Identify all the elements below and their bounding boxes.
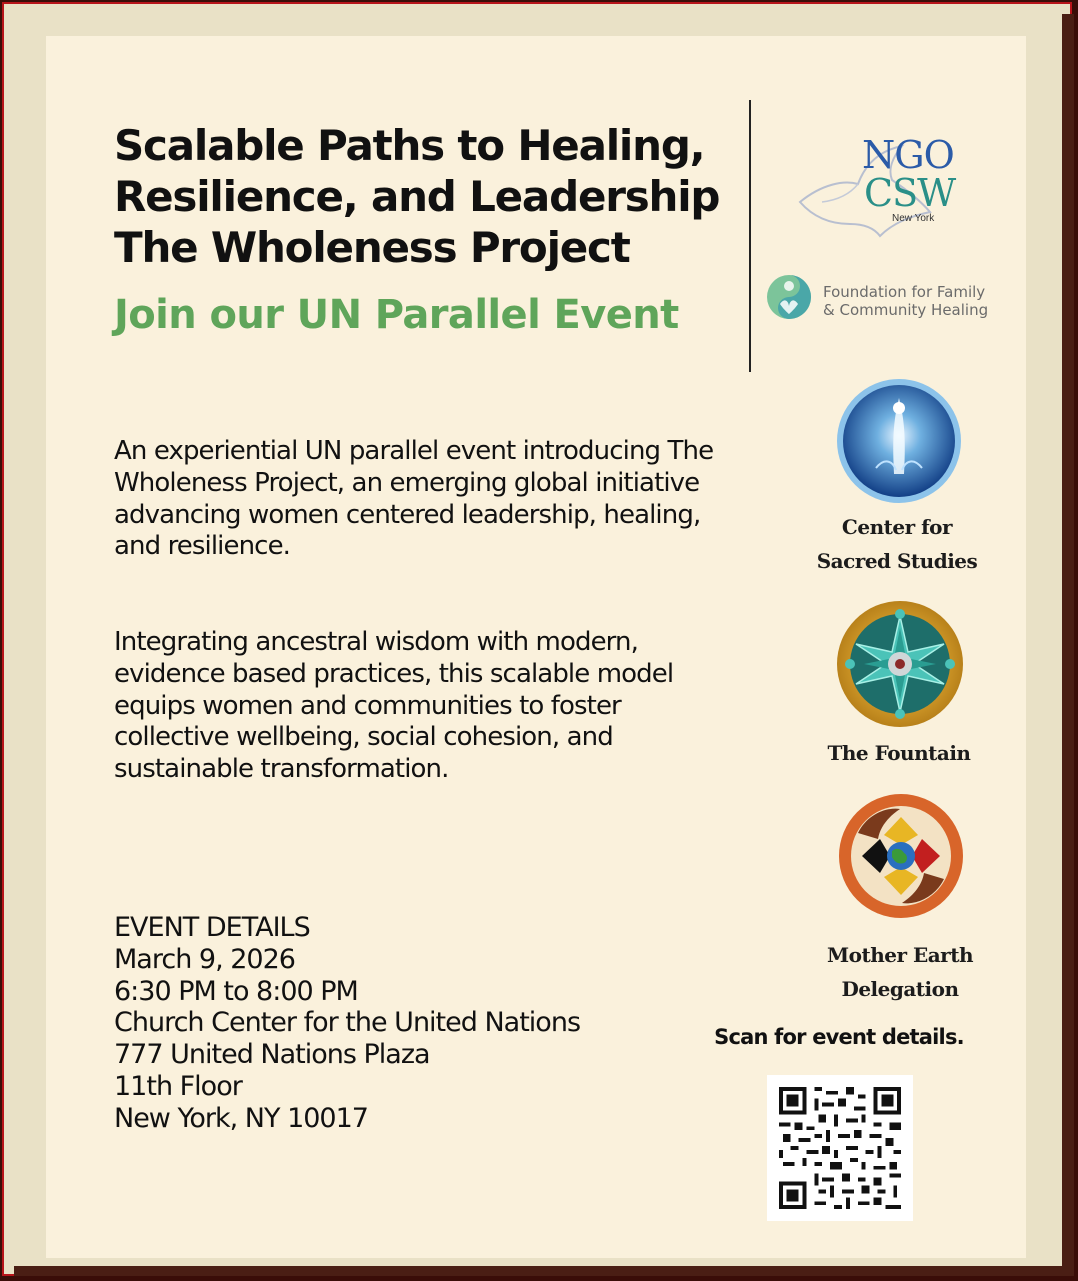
vertical-divider (749, 100, 751, 372)
earth-hands-icon (838, 793, 964, 919)
event-subtitle: Join our UN Parallel Event (114, 292, 679, 338)
event-venue: Church Center for the United Nations (114, 1007, 581, 1039)
csw-wordmark: CSW (864, 171, 956, 215)
title-line-2: Resilience, and Leadership (114, 172, 720, 221)
event-details (114, 912, 580, 1135)
event-time: 6:30 PM to 8:00 PM (114, 975, 358, 1007)
title-line-3: The Wholeness Project (114, 223, 630, 272)
partner-2-line-1: The Fountain (827, 741, 971, 765)
description-paragraph: Integrating ancestral wisdom with modern, evidence based practices, this scalable model equips women and communities to foster collective wellbeing, social cohesion, and sustainable transformation. (114, 627, 674, 785)
partner-mother-earth (800, 938, 1000, 1006)
sacred-figure-icon (836, 378, 962, 504)
qr-code[interactable] (767, 1075, 913, 1221)
event-title (114, 120, 719, 273)
partner-1-line-1: Center for (841, 515, 953, 539)
family-healing-name (823, 283, 988, 319)
star-mandala-icon (836, 600, 964, 728)
partner-the-fountain (799, 736, 999, 770)
partner-3-line-1: Mother Earth (826, 943, 973, 967)
title-line-1: Scalable Paths to Healing, (114, 121, 705, 170)
frame-shadow-right (1062, 14, 1074, 1276)
event-city: New York, NY 10017 (114, 1102, 368, 1134)
event-address: 777 United Nations Plaza (114, 1039, 430, 1071)
ngo-location: New York (892, 213, 935, 224)
details-heading: EVENT DETAILS (114, 912, 310, 943)
partner-sacred-studies (797, 510, 997, 578)
event-date: March 9, 2026 (114, 943, 295, 975)
family-healing-line-1: Foundation for Family (823, 283, 986, 301)
partner-3-line-2: Delegation (841, 977, 959, 1001)
frame-shadow-bottom (14, 1266, 1074, 1276)
family-healing-icon (766, 274, 812, 320)
family-healing-line-2: & Community Healing (823, 301, 989, 319)
intro-paragraph: An experiential UN parallel event introducing The Wholeness Project, an emerging global initiative advancing women centered leadership, healing, and resilience. (114, 436, 714, 562)
partner-1-line-2: Sacred Studies (816, 549, 978, 573)
event-floor: 11th Floor (114, 1070, 242, 1102)
scan-instruction: Scan for event details. (714, 1025, 964, 1049)
ngo-wordmark: NGO (862, 133, 954, 177)
